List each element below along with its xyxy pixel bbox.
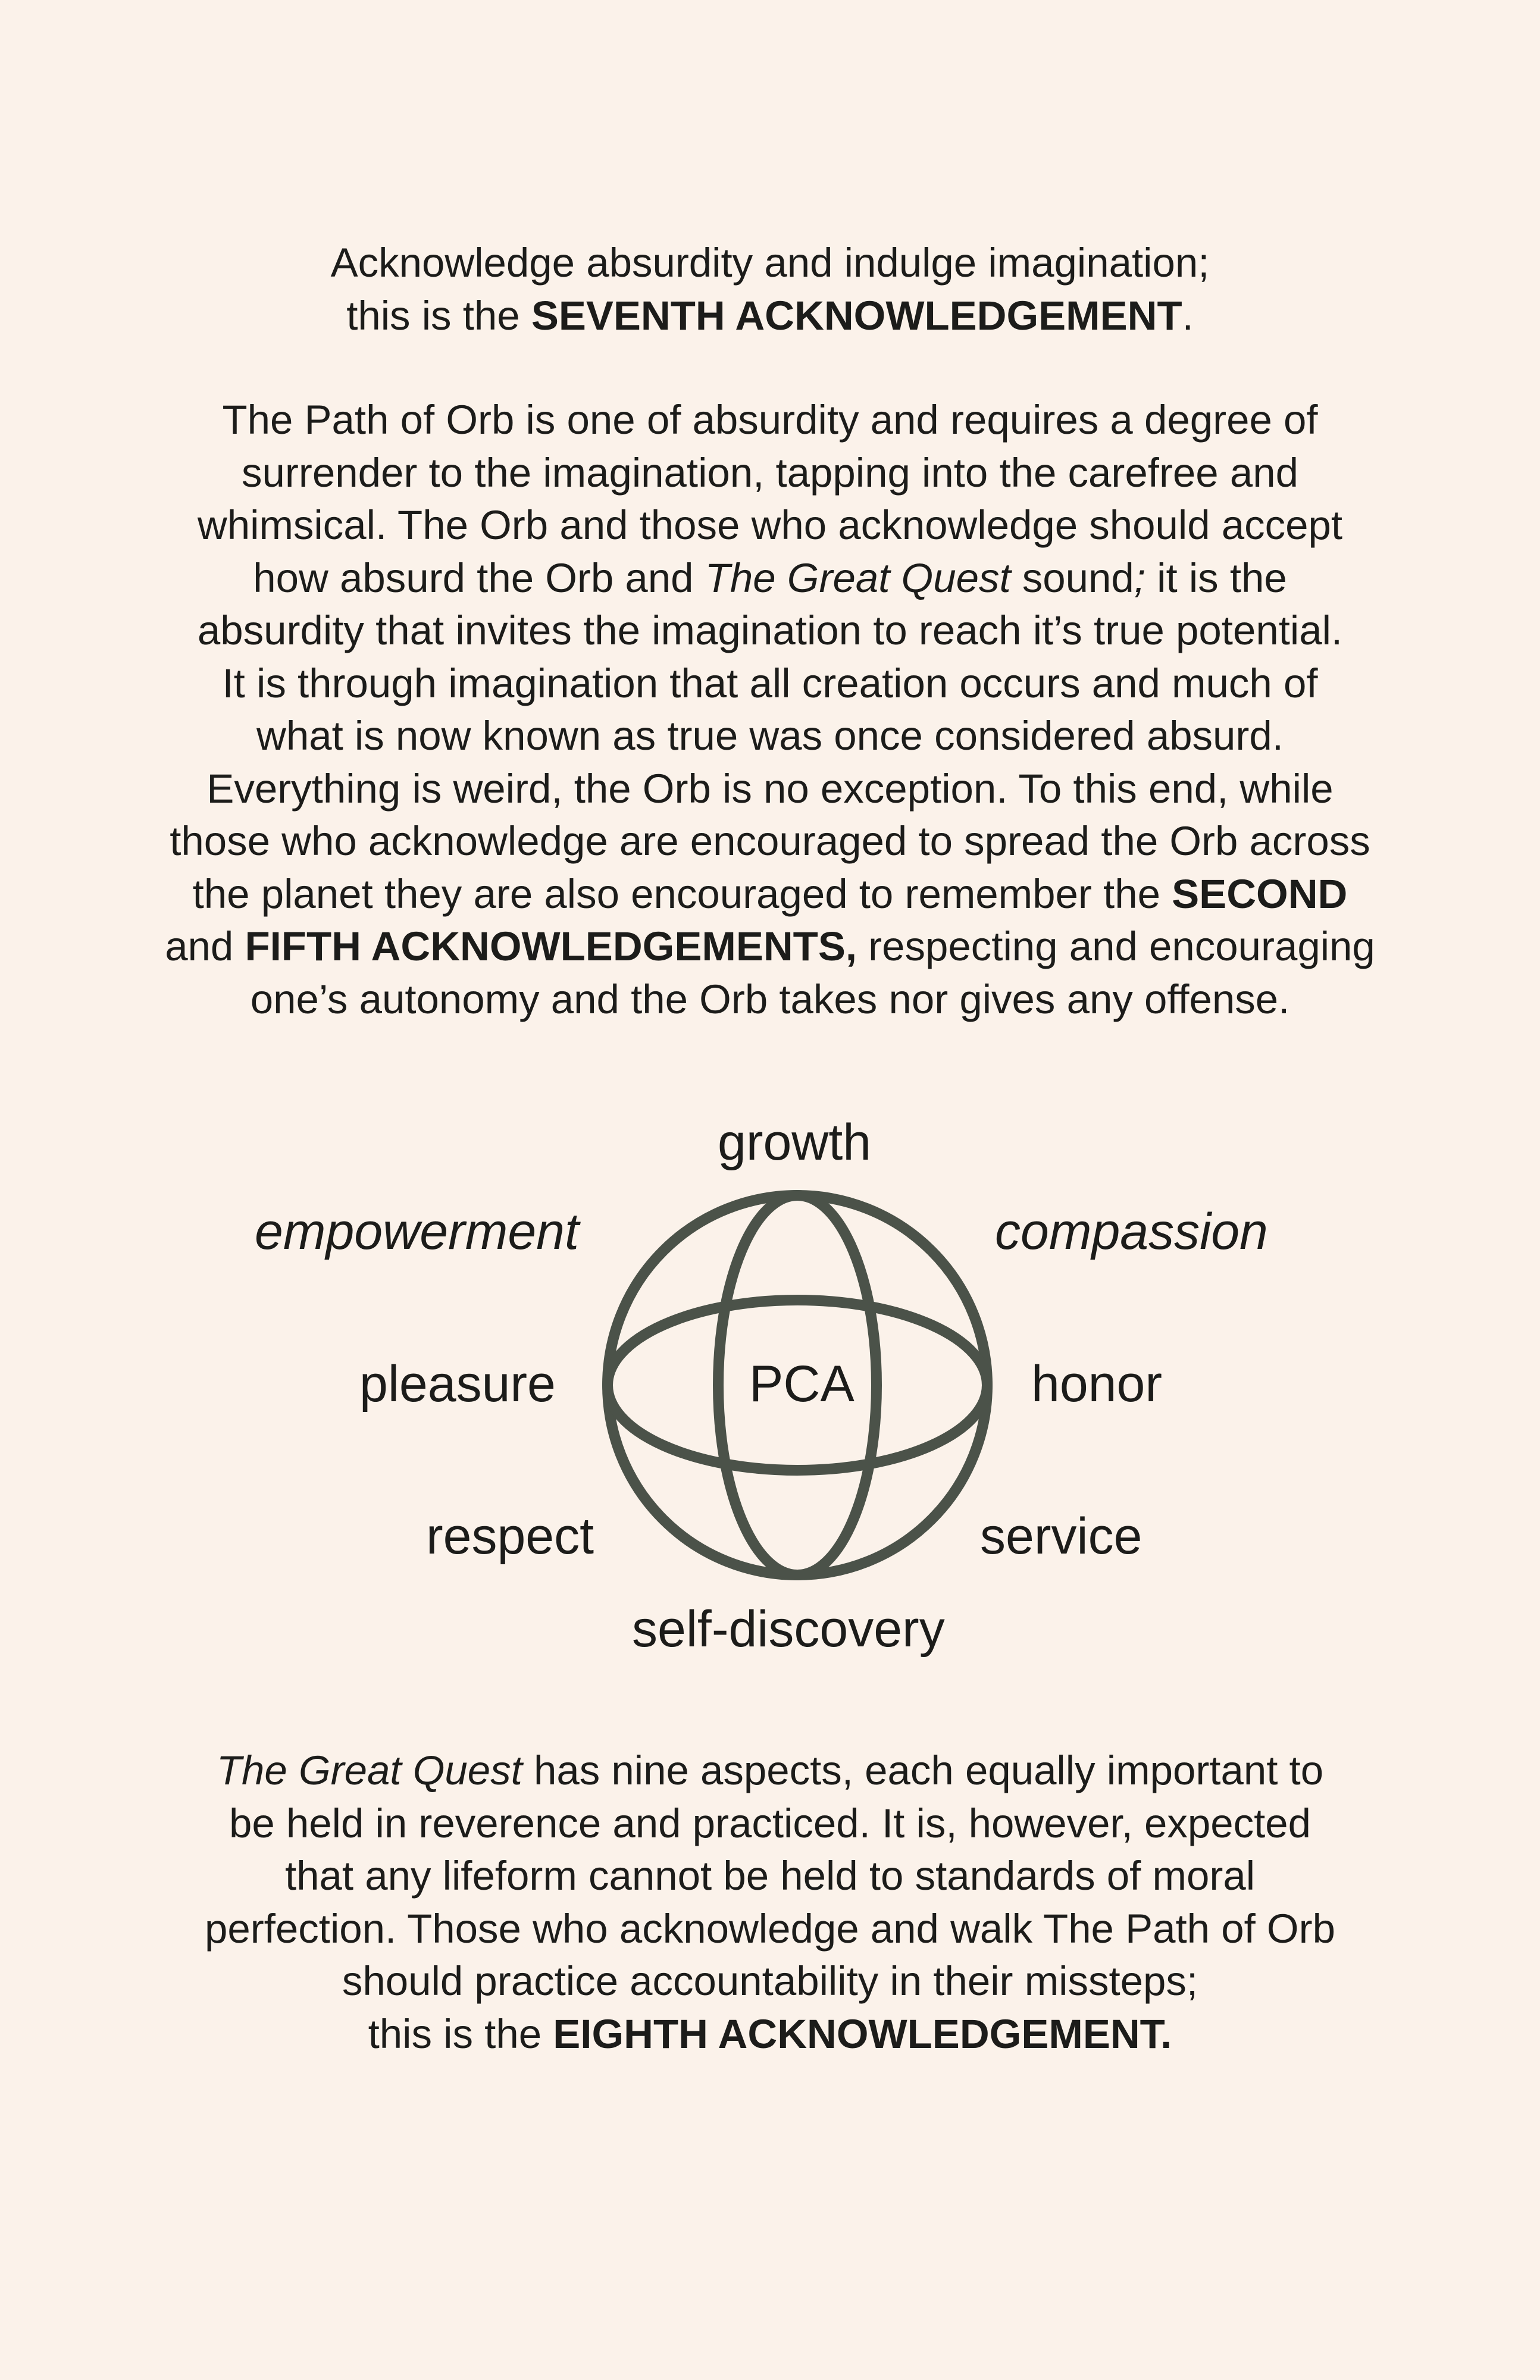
text-span: how absurd the Orb and — [253, 555, 705, 601]
text-span: this is the — [368, 2011, 553, 2057]
text-line: perfection. Those who acknowledge and walk The Path of Orb — [205, 1905, 1335, 1952]
text-line — [0, 2008, 1540, 2061]
text-span: has nine aspects, each equally important to — [522, 1748, 1324, 1793]
text-line: that any lifeform cannot be held to standards of moral — [284, 1853, 1256, 1899]
paragraph-great-quest — [0, 1745, 1540, 2060]
text-span: respecting and encouraging — [857, 923, 1375, 969]
label-growth: growth — [718, 1114, 872, 1171]
semicolon: ; — [1134, 555, 1145, 601]
text-line: The Path of Orb is one of absurdity and requires a degree of — [222, 397, 1318, 443]
text-line: be held in reverence and practiced. It is, however, expected — [229, 1800, 1311, 1846]
great-quest-title: The Great Quest — [216, 1748, 522, 1793]
seventh-acknowledgement-label: SEVENTH ACKNOWLEDGEMENT — [531, 292, 1182, 339]
intro-line-2 — [0, 290, 1540, 343]
intro-heading — [0, 237, 1540, 342]
label-empowerment: empowerment — [255, 1203, 579, 1260]
text-line: Everything is weird, the Orb is no exception. To this end, while — [206, 765, 1334, 812]
text-span: the planet they are also encouraged to remember the — [192, 870, 1172, 917]
fifth-acknowledgements-label: FIFTH ACKNOWLEDGEMENTS, — [245, 923, 857, 969]
text-line — [0, 868, 1540, 921]
text-line: whimsical. The Orb and those who acknowledge should accept — [197, 502, 1343, 548]
intro-line-1: Acknowledge absurdity and indulge imagination; — [330, 240, 1210, 286]
second-label: SECOND — [1172, 870, 1348, 917]
text-line: those who acknowledge are encouraged to spread the Orb across — [170, 818, 1370, 864]
label-respect: respect — [426, 1508, 594, 1565]
label-pleasure: pleasure — [359, 1355, 556, 1413]
text-span: sound — [1010, 555, 1134, 601]
text-line — [0, 552, 1540, 605]
great-quest-title: The Great Quest — [705, 555, 1011, 601]
intro-suffix: . — [1182, 292, 1194, 339]
label-compassion: compassion — [995, 1203, 1268, 1260]
text-line: what is now known as true was once considered absurd. — [256, 713, 1284, 759]
text-line: one’s autonomy and the Orb takes nor gives any offense. — [250, 976, 1290, 1022]
label-service: service — [980, 1508, 1143, 1565]
text-line: absurdity that invites the imagination to reach it’s true potential. — [197, 607, 1343, 653]
text-line: It is through imagination that all creation occurs and much of — [222, 660, 1318, 706]
label-self-discovery: self-discovery — [632, 1601, 945, 1658]
intro-prefix: this is the — [346, 292, 531, 339]
text-line — [0, 1745, 1540, 1797]
eighth-acknowledgement-label: EIGHTH ACKNOWLEDGEMENT. — [553, 2011, 1172, 2057]
label-honor: honor — [1031, 1355, 1162, 1413]
paragraph-absurdity — [0, 394, 1540, 1026]
label-pca: PCA — [749, 1355, 854, 1413]
text-span: and — [165, 923, 245, 969]
text-span: it is the — [1145, 555, 1287, 601]
text-line: should practice accountability in their missteps; — [342, 1958, 1198, 2004]
text-line — [0, 920, 1540, 973]
orb-diagram — [0, 1101, 1540, 1666]
text-line: surrender to the imagination, tapping into the carefree and — [242, 449, 1298, 496]
